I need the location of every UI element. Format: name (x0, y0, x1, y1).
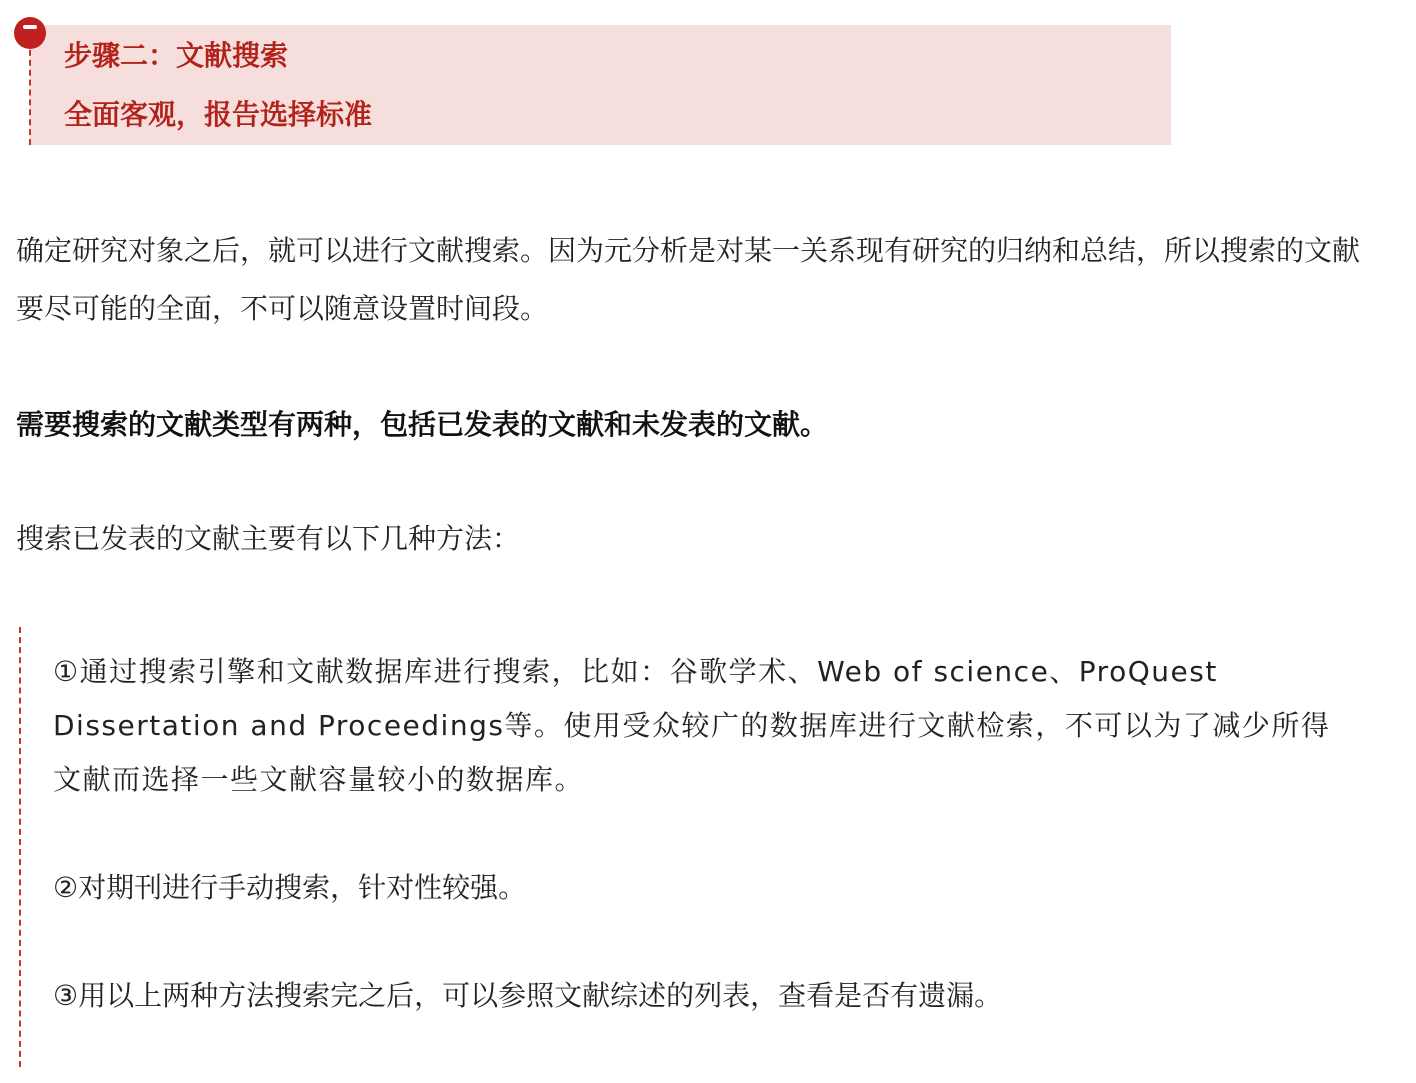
step-title: 步骤二：文献搜索 (64, 39, 289, 72)
step-subtitle: 全面客观，报告选择标准 (64, 98, 373, 131)
header-bullet-icon (14, 17, 46, 49)
list-dashed-line (19, 627, 21, 1067)
header-dashed-line (29, 40, 31, 145)
intro-paragraph: 确定研究对象之后，就可以进行文献搜索。因为元分析是对某一关系现有研究的归纳和总结，所以搜索的文献要尽可能的全面，不可以随意设置时间段。 (16, 234, 1361, 325)
method-item-1: ①通过搜索引擎和文献数据库进行搜索，比如：谷歌学术、Web of science、ProQuest Dissertation and Proceedings等。使用受众较广的数据库进行文献检索，不可以为了减少所得文献而选择一些文献容量较小的数据库。 (53, 655, 1331, 796)
bold-statement: 需要搜索的文献类型有两种，包括已发表的文献和未发表的文献。 (16, 408, 829, 441)
method-item-3: ③用以上两种方法搜索完之后，可以参照文献综述的列表，查看是否有遗漏。 (53, 979, 1003, 1012)
method-item-2: ②对期刊进行手动搜索，针对性较强。 (53, 871, 527, 904)
methods-intro: 搜索已发表的文献主要有以下几种方法： (16, 522, 521, 555)
